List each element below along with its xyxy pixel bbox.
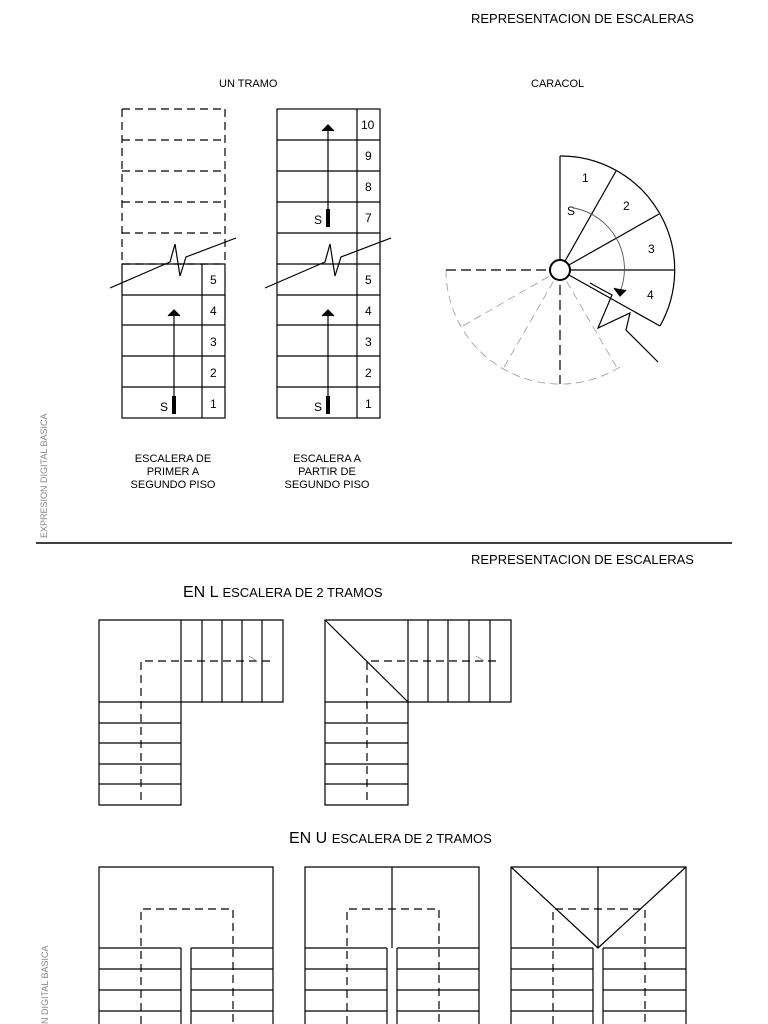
- en-l-stair-1: [99, 620, 283, 805]
- stair-a-plan: [110, 109, 236, 418]
- en-l-small: ESCALERA DE 2 TRAMOS: [222, 585, 383, 600]
- en-l-big: EN L: [183, 584, 218, 601]
- stair-a-caption-line1: ESCALERA DE: [134, 453, 212, 465]
- stair-b-step-1: 1: [365, 397, 372, 411]
- stair-a-caption-line3: SEGUNDO PISO: [130, 479, 216, 491]
- en-u-stair-1: [99, 867, 273, 1024]
- spiral-step-1: 1: [582, 171, 589, 185]
- stair-a-step-1: 1: [210, 397, 217, 411]
- en-l-stair-2: [325, 620, 511, 805]
- en-u-big: EN U: [289, 830, 328, 847]
- stair-b-start-upper: S: [314, 213, 323, 227]
- stair-b-start-lower: S: [314, 400, 323, 414]
- stair-b-step-9: 9: [365, 149, 372, 163]
- spiral-stair-plan: [446, 156, 675, 384]
- stair-b-step-10: 10: [361, 118, 375, 132]
- stair-b-step-4: 4: [365, 304, 372, 318]
- en-u-small: ESCALERA DE 2 TRAMOS: [331, 831, 492, 846]
- un-tramo-label: UN TRAMO: [219, 78, 278, 90]
- en-u-stair-2: [305, 867, 479, 1024]
- stair-b-step-8: 8: [365, 180, 372, 194]
- sidebar-text-2: N DIGITAL BASICA: [40, 945, 50, 1024]
- stair-b-plan: [265, 109, 391, 418]
- stair-b-step-7: 7: [365, 211, 372, 225]
- stair-b-step-2: 2: [365, 366, 372, 380]
- section1-title: REPRESENTACION DE ESCALERAS: [471, 11, 694, 26]
- en-u-stair-3: [511, 867, 686, 1024]
- stair-a-step-4: 4: [210, 304, 217, 318]
- spiral-step-4: 4: [647, 288, 654, 302]
- caracol-label: CARACOL: [531, 78, 585, 90]
- stair-a-step-2: 2: [210, 366, 217, 380]
- stair-b-caption-line3: SEGUNDO PISO: [284, 479, 370, 491]
- stair-a-step-3: 3: [210, 335, 217, 349]
- spiral-step-3: 3: [648, 242, 655, 256]
- section2-title: REPRESENTACION DE ESCALERAS: [471, 552, 694, 567]
- stair-b-caption-line2: PARTIR DE: [298, 466, 356, 478]
- stair-b-step-5: 5: [365, 273, 372, 287]
- spiral-start: S: [567, 204, 576, 218]
- stair-a-step-5: 5: [210, 273, 217, 287]
- stair-b-caption-line1: ESCALERA A: [293, 453, 361, 465]
- stair-b-step-3: 3: [365, 335, 372, 349]
- spiral-step-2: 2: [623, 199, 630, 213]
- stair-a-caption-line2: PRIMER A: [146, 466, 200, 478]
- sidebar-text-1: EXPRESION DIGITAL BASICA: [39, 413, 49, 538]
- stair-a-start: S: [160, 400, 169, 414]
